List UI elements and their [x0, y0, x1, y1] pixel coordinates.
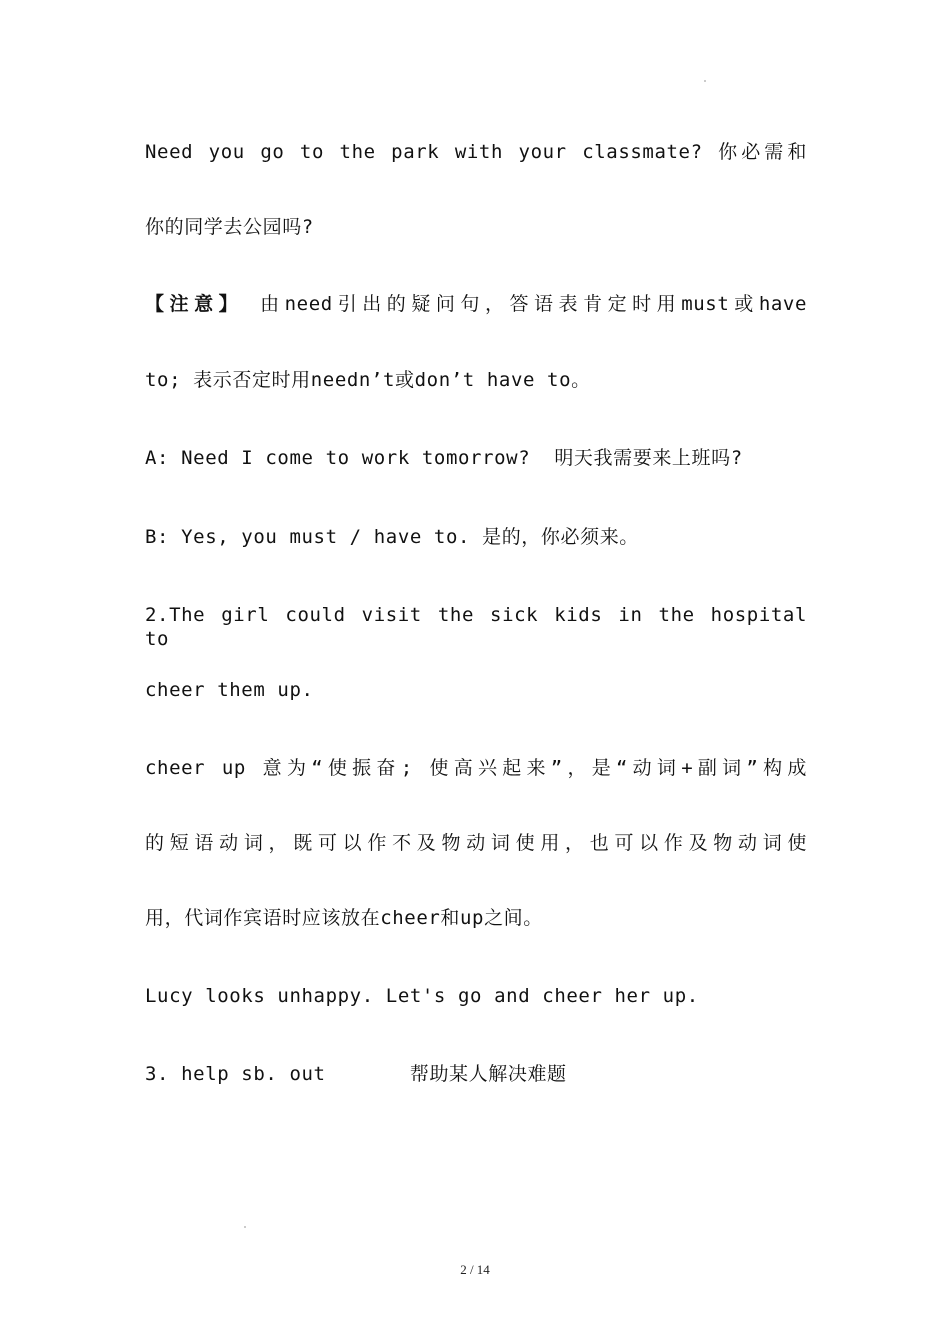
note-text: 由need引出的疑问句，答语表肯定时用must或have	[243, 293, 807, 315]
text-line-10: 的短语动词，既可以作不及物动词使用，也可以作及物动词使	[145, 832, 807, 854]
text-line-5: A: Need I come to work tomorrow? 明天我需要来上班吗?	[145, 447, 743, 469]
text-line-8: cheer them up.	[145, 679, 314, 701]
note-label: 【注意】	[145, 293, 244, 315]
text-line-6: B: Yes, you must / have to. 是的，你必须来。	[145, 526, 639, 548]
text-line-7: 2.The girl could visit the sick kids in the hospital to	[145, 604, 807, 650]
text-line-12: Lucy looks unhappy. Let's go and cheer her up.	[145, 985, 699, 1007]
text-line-2: 你的同学去公园吗?	[145, 216, 314, 238]
note-line	[145, 292, 807, 316]
text-line-9: cheer up 意为“使振奋; 使高兴起来”，是“动词+副词”构成	[145, 757, 807, 779]
scan-speck	[244, 1226, 246, 1228]
text-line-13: 3. help sb. out 帮助某人解决难题	[145, 1063, 567, 1085]
text-line-4: to; 表示否定时用needn’t或don’t have to。	[145, 369, 591, 391]
text-line-1: Need you go to the park with your classmate? 你必需和	[145, 141, 807, 163]
text-line-11: 用，代词作宾语时应该放在cheer和up之间。	[145, 907, 543, 929]
scan-speck	[704, 80, 706, 82]
page-number: 2 / 14	[460, 1262, 490, 1277]
